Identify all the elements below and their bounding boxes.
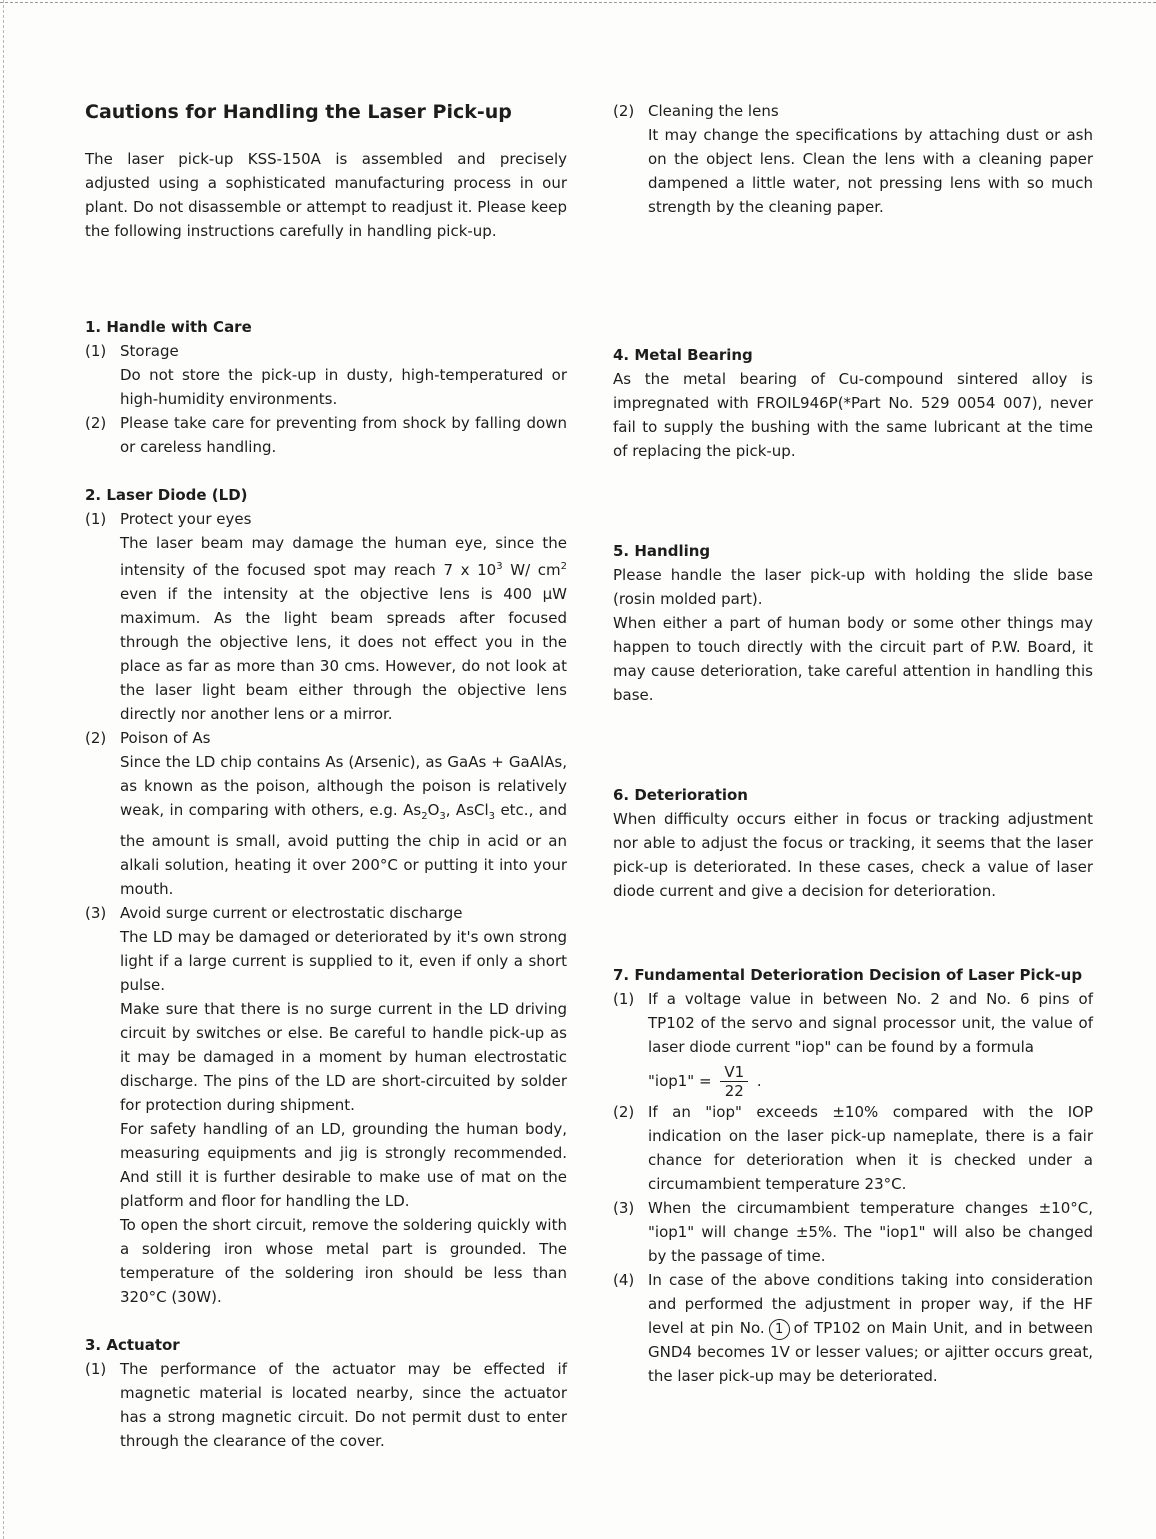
item-number: (1): [85, 1360, 107, 1378]
item-number: (2): [613, 102, 635, 120]
item-number: (2): [613, 1103, 635, 1121]
list-item: [613, 1196, 1093, 1268]
section-text: Please handle the laser pick-up with holding the slide base (rosin molded part).: [613, 566, 1093, 608]
item-label: Storage: [120, 342, 179, 360]
item-text: Make sure that there is no surge current in the LD driving circuit by switches or else. Be careful to handle pick-up as it may be damaged in a moment by human electrostatic discharge. The pins of the LD are short-circuited by solder for protection during shipment.: [120, 1000, 567, 1114]
item-text: Do not store the pick-up in dusty, high-temperatured or high-humidity environments.: [120, 366, 567, 408]
list-item: [613, 987, 1093, 1100]
section-handle-with-care: [85, 315, 567, 459]
page-title: Cautions for Handling the Laser Pick-up: [85, 101, 512, 123]
section-deterioration: [613, 783, 1093, 903]
section-handling: [613, 539, 1093, 707]
section-text: As the metal bearing of Cu-compound sintered alloy is impregnated with FROIL946P(*Part No. 529 0054 007), never fail to supply the bushing with the same lubricant at the time of replacing the pick-up.: [613, 370, 1093, 460]
item-text: The LD may be damaged or deteriorated by it's own strong light if a large current is supplied to it, even if only a short pulse.: [120, 928, 567, 994]
item-number: (1): [85, 342, 107, 360]
item-label: Avoid surge current or electrostatic discharge: [120, 904, 463, 922]
intro-paragraph: The laser pick-up KSS-150A is assembled and precisely adjusted using a sophisticated manufacturing process in our plant. Do not disassemble or attempt to readjust it. Please keep the following instructions carefully in handling pick-up.: [85, 150, 567, 240]
section-heading: 6. Deterioration: [613, 786, 748, 804]
list-item: [85, 901, 567, 1309]
section-cleaning-lens: [613, 99, 1093, 219]
item-text: When the circumambient temperature changes ±10°C, "iop1" will change ±5%. The "iop1" will also be changed by the passage of time.: [648, 1199, 1093, 1265]
section-heading: 2. Laser Diode (LD): [85, 486, 248, 504]
list-item: [85, 507, 567, 726]
item-text: If a voltage value in between No. 2 and No. 6 pins of TP102 of the servo and signal processor unit, the value of laser diode current "iop" can be found by a formula: [648, 990, 1093, 1056]
item-number: (2): [85, 414, 107, 432]
formula-denominator: 22: [724, 1082, 744, 1100]
list-item: [613, 1100, 1093, 1196]
page-edge-left: [3, 0, 4, 1539]
item-number: (1): [85, 510, 107, 528]
formula-lhs: "iop1" =: [648, 1072, 712, 1090]
list-item: [85, 411, 567, 459]
list-item: [85, 339, 567, 411]
item-text: The performance of the actuator may be effected if magnetic material is located nearby, since the actuator has a strong magnetic circuit. Do not permit dust to enter through the clearance of the cover.: [120, 1360, 567, 1450]
item-number: (4): [613, 1271, 635, 1289]
item-text: It may change the specifications by attaching dust or ash on the object lens. Clean the lens with a cleaning paper dampened a little water, not pressing lens with so much strength by the cleaning paper.: [648, 126, 1093, 216]
item-text: The laser beam may damage the human eye, since the intensity of the focused spot may reach 7 x $10^3$ W/ $cm^2$ even if the intensity at the objective lens is 400 μW maximum. As the light beam spreads after focused through the objective lens, it does not effect you in the place as far as more than 30 cms. However, do not look at the laser light beam either through the objective lens directly nor another lens or a mirror.: [120, 534, 568, 723]
section-metal-bearing: [613, 343, 1093, 463]
section-heading: 4. Metal Bearing: [613, 346, 753, 364]
item-text: In case of the above conditions taking into consideration and performed the adjustment in proper way, if the HF level at pin No. 1 of TP102 on Main Unit, and in between GND4 becomes 1V or lesser values; or ajitter occurs great, the laser pick-up may be deteriorated.: [648, 1271, 1093, 1385]
section-laser-diode: [85, 483, 567, 1309]
item-text: Please take care for preventing from shock by falling down or careless handling.: [120, 414, 567, 456]
item-text: To open the short circuit, remove the soldering quickly with a soldering iron whose metal part is grounded. The temperature of the soldering iron should be less than 320°C (30W).: [120, 1216, 567, 1306]
item-text: For safety handling of an LD, grounding the human body, measuring equipments and jig is strongly recommended. And still it is further desirable to make use of mat on the platform and floor for handling the LD.: [120, 1120, 567, 1210]
formula: [648, 1063, 1093, 1100]
item-number: (3): [85, 904, 107, 922]
formula-numerator: V1: [720, 1063, 748, 1082]
item-text: If an "iop" exceeds ±10% compared with the IOP indication on the laser pick-up nameplate, there is a fair chance for deterioration when it is checked under a circumambient temperature 23°C.: [648, 1103, 1093, 1193]
formula-fraction: [720, 1063, 748, 1100]
page-edge-top: [0, 2, 1156, 3]
item-number: (1): [613, 990, 635, 1008]
formula-end: .: [756, 1072, 762, 1090]
list-item: [613, 99, 1093, 219]
section-heading: 1. Handle with Care: [85, 318, 252, 336]
right-column: [613, 99, 1093, 1388]
left-column: [85, 99, 567, 1453]
section-actuator: [85, 1333, 567, 1453]
section-heading: 3. Actuator: [85, 1336, 180, 1354]
section-text: When difficulty occurs either in focus or tracking adjustment nor able to adjust the focus or tracking, it seems that the laser pick-up is deteriorated. In these cases, check a value of laser diode current and give a decision for deterioration.: [613, 810, 1093, 900]
list-item: [613, 1268, 1093, 1388]
item-label: Protect your eyes: [120, 510, 252, 528]
section-heading: 5. Handling: [613, 542, 711, 560]
section-fundamental-deterioration: [613, 963, 1093, 1388]
item-label: Cleaning the lens: [648, 102, 779, 120]
item-number: (2): [85, 729, 107, 747]
section-heading: 7. Fundamental Deterioration Decision of Laser Pick-up: [613, 966, 1083, 984]
item-text: Since the LD chip contains As (Arsenic), as GaAs + GaAlAs, as known as the poison, although the poison is relatively weak, in comparing with others, e.g. $As_2O_3$, AsCl$_3$ etc., and the amount is small, avoid putting the chip in acid or an alkali solution, heating it over 200°C or putting it into your mouth.: [120, 753, 567, 898]
item-number: (3): [613, 1199, 635, 1217]
list-item: [85, 726, 567, 901]
list-item: [85, 1357, 567, 1453]
item-label: Poison of As: [120, 729, 211, 747]
section-text: When either a part of human body or some other things may happen to touch directly with the circuit part of P.W. Board, it may cause deterioration, take careful attention in handling this base.: [613, 614, 1093, 704]
pin-number-circle: 1: [769, 1319, 790, 1340]
